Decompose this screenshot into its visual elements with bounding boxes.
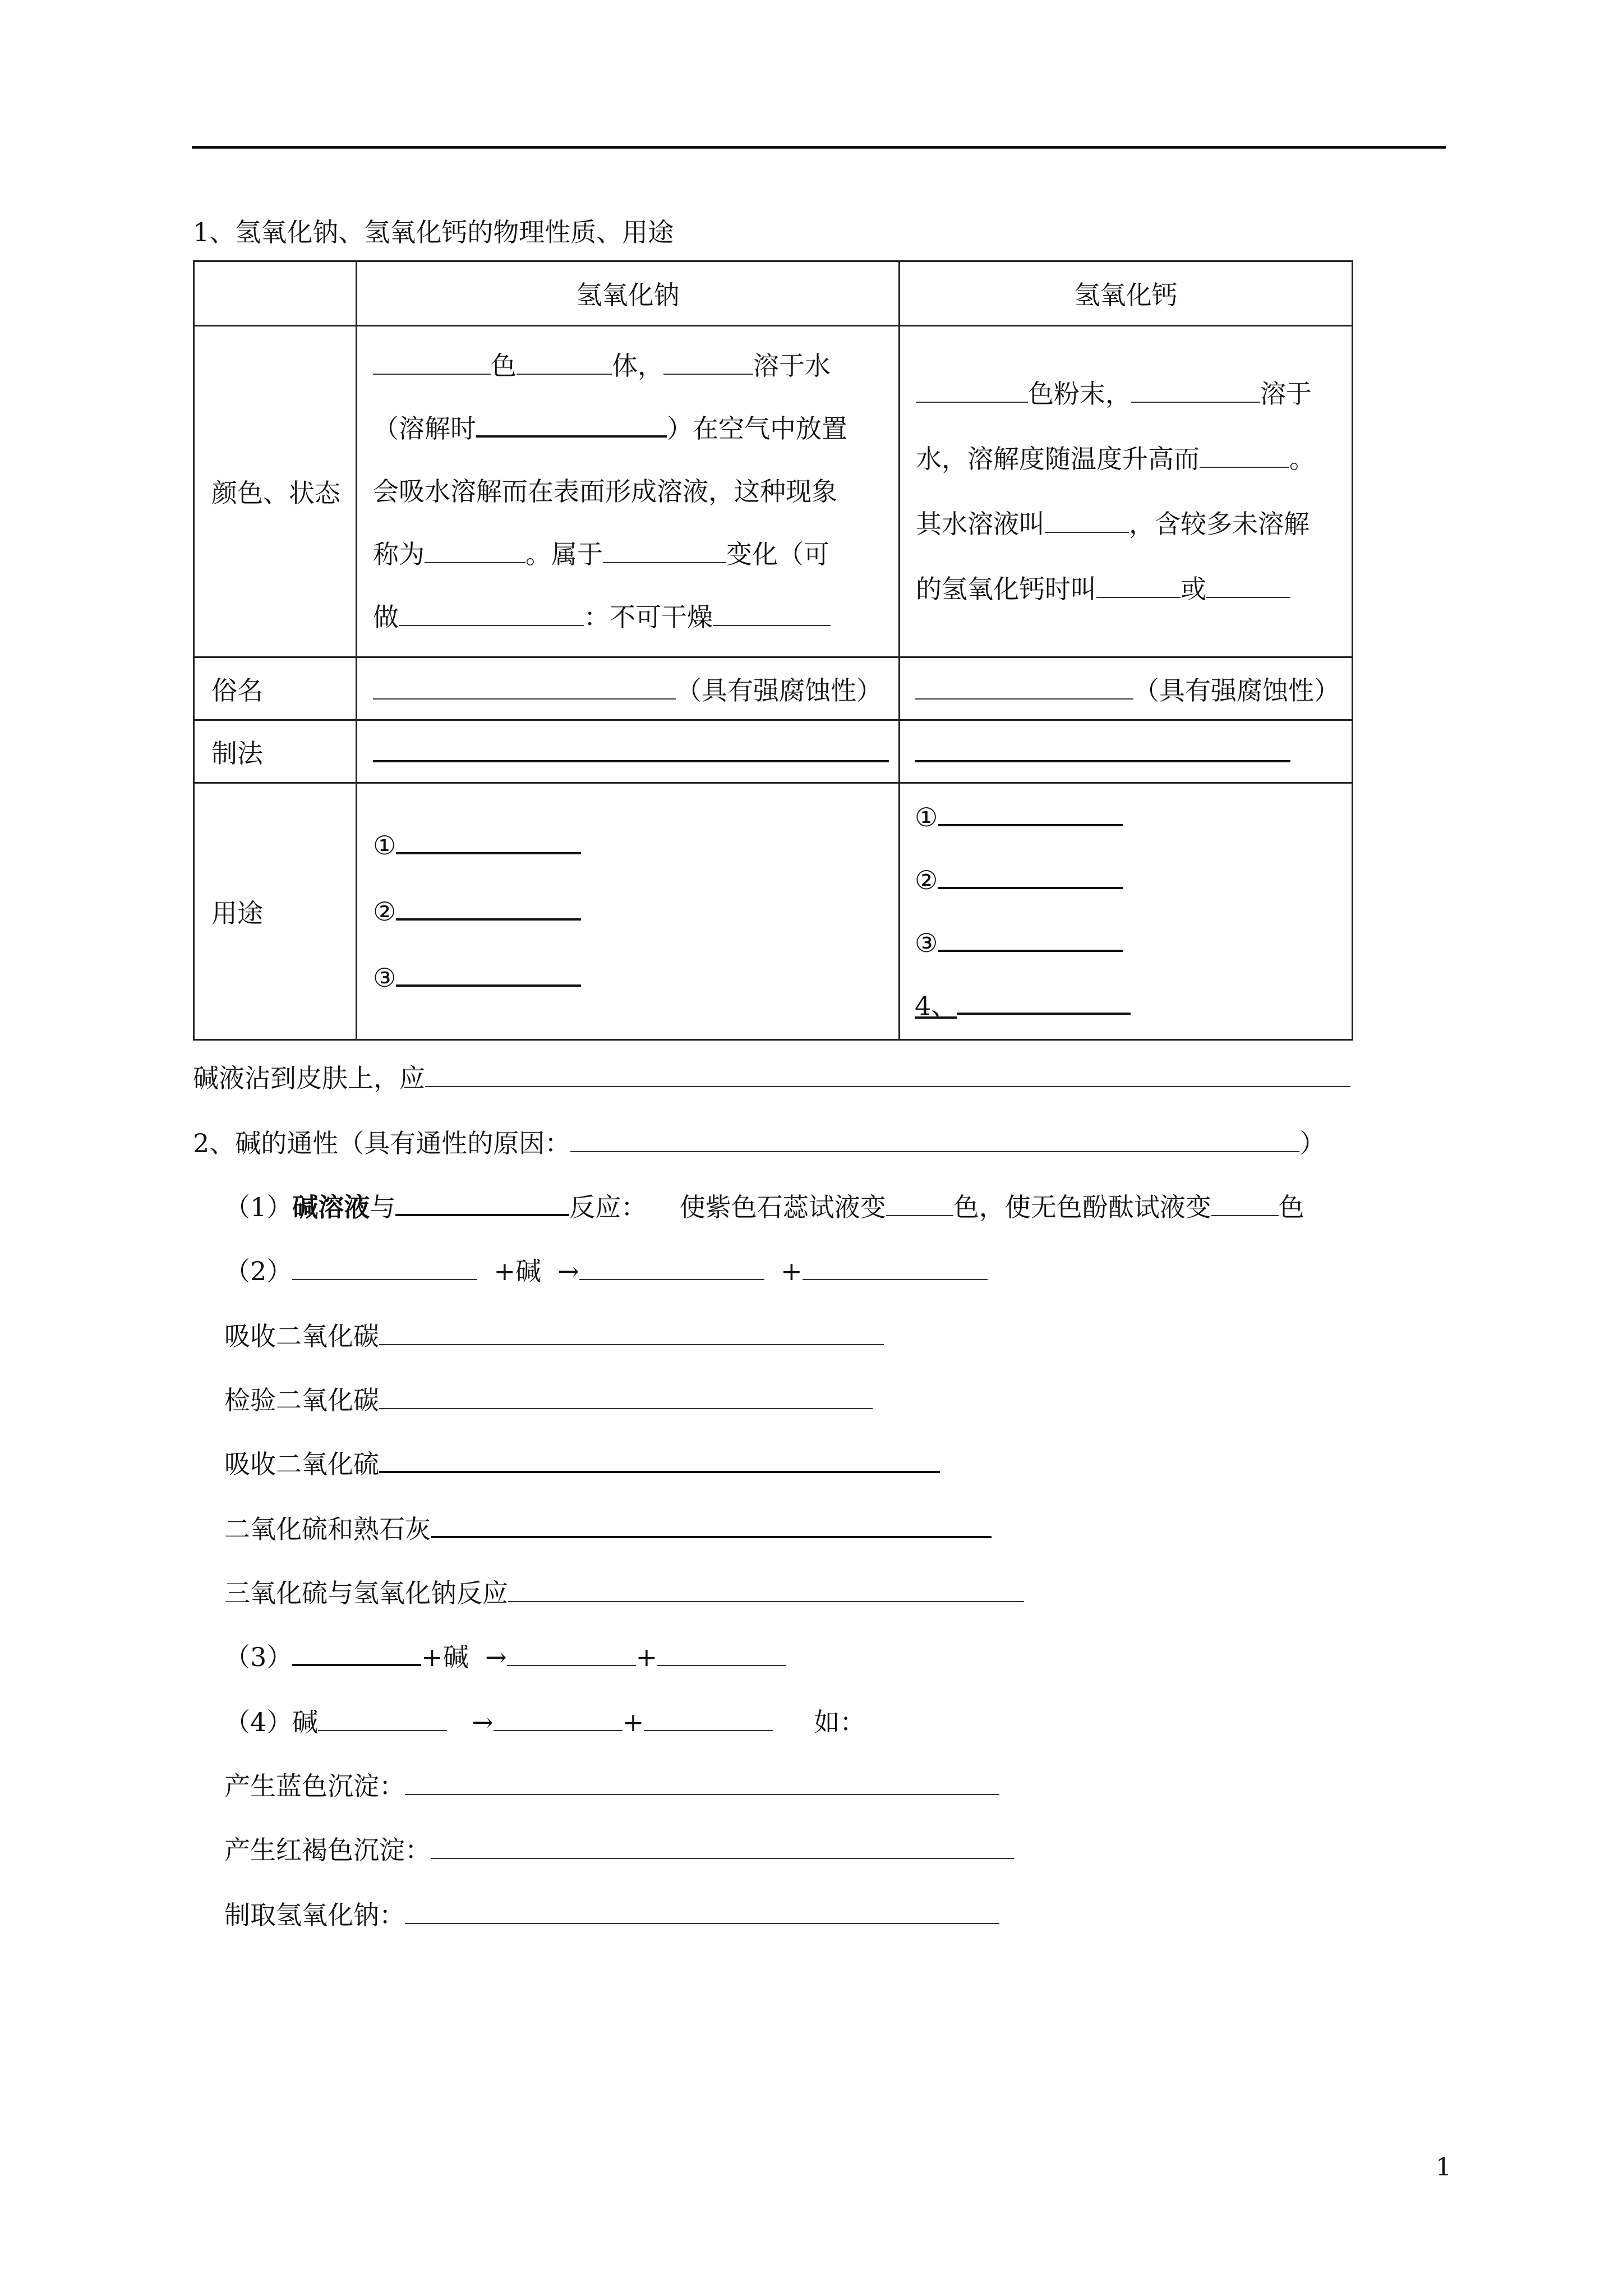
blank[interactable] bbox=[399, 599, 584, 626]
blank[interactable] bbox=[1045, 506, 1129, 533]
blank[interactable] bbox=[395, 1189, 569, 1216]
blank[interactable] bbox=[915, 673, 1133, 700]
text: +碱 bbox=[421, 1642, 469, 1672]
text: 2、碱的通性（具有通性的原因： bbox=[193, 1128, 571, 1158]
header-rule bbox=[192, 146, 1446, 149]
naoh-color-cell bbox=[357, 326, 900, 657]
text: 反应： bbox=[569, 1192, 647, 1222]
text: 三氧化硫与氢氧化钠反应 bbox=[224, 1578, 508, 1608]
blank[interactable] bbox=[657, 1640, 786, 1666]
text: （4） bbox=[224, 1707, 293, 1737]
text: 产生蓝色沉淀： bbox=[224, 1771, 405, 1801]
blank[interactable] bbox=[938, 798, 1123, 826]
section1-heading: 1、氢氧化钠、氢氧化钙的物理性质、用途 bbox=[193, 217, 674, 247]
arrow-icon: → bbox=[557, 1256, 579, 1286]
use-num: ③ bbox=[915, 927, 938, 958]
text: 其水溶液叫 bbox=[916, 509, 1045, 539]
text: （溶解时 bbox=[373, 413, 476, 444]
table-row-color bbox=[194, 326, 1353, 657]
text: + bbox=[622, 1707, 644, 1737]
line-make-naoh bbox=[224, 1895, 999, 1932]
text: 色，使无色酚酞试液变 bbox=[953, 1192, 1211, 1222]
blank[interactable] bbox=[1200, 441, 1289, 468]
blank[interactable] bbox=[1206, 571, 1290, 598]
text: 。 bbox=[1289, 444, 1315, 474]
blank[interactable] bbox=[1211, 1190, 1279, 1216]
text: 体， bbox=[612, 351, 663, 381]
blank[interactable] bbox=[396, 892, 581, 921]
blank[interactable] bbox=[803, 1254, 988, 1280]
blank[interactable] bbox=[644, 1705, 773, 1731]
blank[interactable] bbox=[379, 1383, 873, 1409]
page-number: 1 bbox=[1436, 2153, 1451, 2182]
text: （1） bbox=[224, 1192, 293, 1222]
blank[interactable] bbox=[570, 1126, 1299, 1152]
text: 的氢氧化钙时叫 bbox=[916, 574, 1096, 604]
line-so2-lime bbox=[224, 1509, 992, 1546]
text: 产生红褐色沉淀： bbox=[224, 1835, 431, 1865]
blank[interactable] bbox=[1096, 571, 1181, 598]
properties-table bbox=[193, 260, 1353, 1041]
text: 碱液沾到皮肤上，应 bbox=[193, 1063, 425, 1093]
blank[interactable] bbox=[713, 599, 831, 626]
blank[interactable] bbox=[373, 734, 889, 762]
naoh-name-cell bbox=[357, 657, 900, 720]
text: 碱 bbox=[292, 1707, 319, 1737]
header-caoh: 氢氧化钙 bbox=[900, 261, 1353, 326]
table-row-use bbox=[194, 783, 1353, 1040]
naoh-use-cell bbox=[357, 783, 900, 1040]
text: 二氧化硫和熟石灰 bbox=[224, 1514, 431, 1544]
line-redbrown-ppt bbox=[224, 1830, 1014, 1867]
text: 做 bbox=[373, 602, 399, 632]
text: + bbox=[635, 1642, 658, 1672]
caoh-make-cell bbox=[900, 720, 1353, 783]
blank[interactable] bbox=[938, 924, 1123, 952]
item3 bbox=[224, 1637, 786, 1674]
blank[interactable] bbox=[292, 1254, 477, 1280]
blank[interactable] bbox=[508, 1576, 1024, 1602]
skin-line bbox=[193, 1058, 1350, 1095]
text: 称为 bbox=[373, 539, 425, 569]
text: 变化（可 bbox=[726, 539, 829, 569]
item4 bbox=[224, 1702, 865, 1739]
blank[interactable] bbox=[517, 348, 612, 375]
blank[interactable] bbox=[663, 348, 753, 375]
blank[interactable] bbox=[292, 1639, 421, 1666]
row-label-make: 制法 bbox=[194, 720, 357, 783]
arrow-icon: → bbox=[485, 1642, 507, 1672]
text: 碱溶液 bbox=[292, 1192, 370, 1222]
text: 会吸水溶解而在表面形成溶液，这种现象 bbox=[373, 476, 837, 507]
text: （具有强腐蚀性） bbox=[1133, 675, 1340, 706]
line-test-co2 bbox=[224, 1380, 873, 1417]
blank[interactable] bbox=[507, 1640, 636, 1666]
header-naoh: 氢氧化钠 bbox=[357, 261, 900, 326]
blank[interactable] bbox=[379, 1319, 884, 1345]
use-num: 4、 bbox=[915, 990, 957, 1021]
text: ：不可干燥 bbox=[584, 602, 713, 632]
item1 bbox=[224, 1187, 1304, 1224]
blank[interactable] bbox=[916, 376, 1028, 403]
blank[interactable] bbox=[318, 1705, 447, 1731]
text: 检验二氧化碳 bbox=[224, 1385, 379, 1415]
blank[interactable] bbox=[915, 734, 1290, 762]
blank[interactable] bbox=[396, 826, 581, 854]
blank[interactable] bbox=[373, 348, 491, 375]
blank[interactable] bbox=[603, 536, 726, 563]
caoh-name-cell bbox=[900, 657, 1353, 720]
line-absorb-so2 bbox=[224, 1444, 940, 1481]
use-num: ③ bbox=[373, 962, 396, 993]
line-blue-ppt bbox=[224, 1766, 999, 1803]
text: 使紫色石蕊试液变 bbox=[679, 1192, 886, 1222]
text: 色粉末， bbox=[1028, 379, 1131, 409]
blank[interactable] bbox=[396, 959, 581, 987]
text: +碱 bbox=[494, 1256, 542, 1286]
blank[interactable] bbox=[1131, 376, 1260, 403]
text: 制取氢氧化钠： bbox=[224, 1900, 405, 1930]
item2 bbox=[224, 1251, 988, 1288]
text: 溶于 bbox=[1260, 379, 1312, 409]
text: （具有强腐蚀性） bbox=[676, 675, 882, 706]
text: 与 bbox=[370, 1192, 396, 1222]
line-so3-naoh bbox=[224, 1573, 1024, 1610]
naoh-make-cell bbox=[357, 720, 900, 783]
header-empty-cell bbox=[194, 261, 357, 326]
text: 水，溶解度随温度升高而 bbox=[916, 444, 1200, 474]
blank[interactable] bbox=[425, 1061, 1350, 1087]
blank[interactable] bbox=[579, 1254, 764, 1280]
row-label-name: 俗名 bbox=[194, 657, 357, 720]
text: + bbox=[781, 1256, 803, 1286]
text: （2） bbox=[224, 1256, 293, 1286]
blank[interactable] bbox=[373, 673, 676, 700]
text: （3） bbox=[224, 1642, 293, 1672]
blank[interactable] bbox=[405, 1769, 999, 1795]
blank[interactable] bbox=[405, 1898, 999, 1924]
text: 色 bbox=[491, 351, 517, 381]
use-num: ② bbox=[915, 864, 938, 895]
section2-title bbox=[193, 1123, 1325, 1160]
text: 吸收二氧化硫 bbox=[224, 1449, 379, 1479]
use-num: ② bbox=[373, 896, 396, 927]
text: 色 bbox=[1278, 1192, 1304, 1222]
line-absorb-co2 bbox=[224, 1316, 884, 1353]
use-num: ① bbox=[373, 830, 396, 861]
blank[interactable] bbox=[938, 861, 1123, 889]
row-label-use: 用途 bbox=[194, 783, 357, 1040]
blank[interactable] bbox=[476, 409, 667, 438]
blank[interactable] bbox=[957, 987, 1131, 1015]
table-row-name bbox=[194, 657, 1353, 720]
text: 如： bbox=[814, 1707, 866, 1737]
table-row-make bbox=[194, 720, 1353, 783]
blank[interactable] bbox=[431, 1511, 992, 1538]
text: ）在空气中放置 bbox=[667, 413, 847, 444]
blank[interactable] bbox=[379, 1446, 940, 1473]
use-num: ① bbox=[915, 802, 938, 832]
caoh-use-cell bbox=[900, 783, 1353, 1040]
text: 或 bbox=[1181, 574, 1206, 604]
blank[interactable] bbox=[494, 1705, 623, 1731]
text: ） bbox=[1299, 1128, 1326, 1158]
text: 。属于 bbox=[525, 539, 603, 569]
text: 吸收二氧化碳 bbox=[224, 1321, 379, 1351]
blank[interactable] bbox=[431, 1833, 1014, 1859]
blank[interactable] bbox=[425, 536, 525, 563]
caoh-color-cell bbox=[900, 326, 1353, 657]
row-label-color: 颜色、状态 bbox=[194, 326, 357, 657]
table-header-row bbox=[194, 261, 1353, 326]
blank[interactable] bbox=[886, 1190, 953, 1216]
text: 溶于水 bbox=[753, 351, 831, 381]
text: ，含较多未溶解 bbox=[1129, 509, 1310, 539]
arrow-icon: → bbox=[472, 1707, 494, 1737]
